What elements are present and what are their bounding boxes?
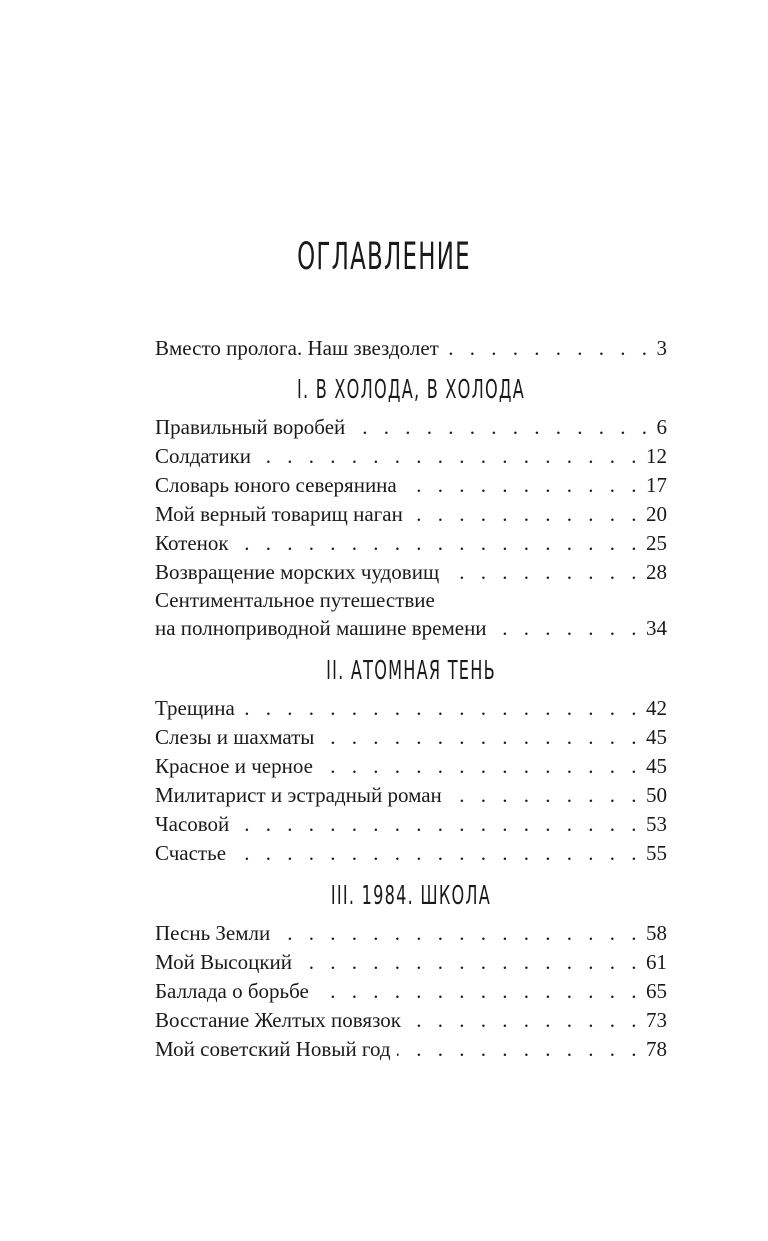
entry-page: 50 (646, 783, 667, 807)
entry-page: 45 (646, 725, 667, 749)
toc-entry-two-line[interactable] (155, 587, 667, 643)
entry-page: 55 (646, 841, 667, 865)
entry-page: 6 (656, 415, 667, 439)
dot-leader (397, 1035, 642, 1064)
toc-entry[interactable] (155, 752, 667, 781)
entry-title: Песнь Земли (155, 921, 271, 945)
entry-page: 53 (646, 812, 667, 836)
entry-page: 12 (646, 444, 667, 468)
dot-leader (232, 839, 642, 868)
entry-page: 65 (646, 979, 667, 1003)
dot-leader (257, 442, 642, 471)
toc-entry[interactable] (155, 839, 667, 868)
entry-title: Баллада о борьбе (155, 979, 309, 1003)
section-heading-3: III. 1984. ШКОЛА (330, 881, 492, 911)
dot-leader (403, 471, 642, 500)
section-heading-1: I. В ХОЛОДА, В ХОЛОДА (297, 375, 525, 405)
entry-title: Восстание Желтых повязок (155, 1008, 401, 1032)
toc-entry[interactable] (155, 442, 667, 471)
table-of-contents (155, 335, 667, 1064)
toc-entry[interactable] (155, 558, 667, 587)
toc-entry[interactable] (155, 781, 667, 810)
entry-title: Правильный воробей (155, 415, 346, 439)
dot-leader (448, 781, 642, 810)
toc-entry[interactable] (155, 529, 667, 558)
entry-page: 45 (646, 754, 667, 778)
dot-leader (315, 977, 642, 1006)
entry-title: Солдатики (155, 444, 252, 468)
entry-page: 25 (646, 531, 667, 555)
page-title: ОГЛАВЛЕНИЕ (297, 235, 471, 278)
entry-page: 58 (646, 921, 667, 945)
toc-entry[interactable] (155, 1035, 667, 1064)
toc-entry[interactable] (155, 977, 667, 1006)
entry-page: 20 (646, 502, 667, 526)
dot-leader (445, 558, 642, 587)
entry-page: 42 (646, 696, 667, 720)
entry-title: Мой верный товарищ наган (155, 502, 403, 526)
dot-leader (241, 694, 642, 723)
dot-leader (445, 335, 653, 362)
entry-title: Часовой (155, 812, 230, 836)
entry-page: 17 (646, 473, 667, 497)
toc-entry[interactable] (155, 919, 667, 948)
toc-entry[interactable] (155, 1006, 667, 1035)
entry-page: 78 (646, 1037, 667, 1061)
entry-title: Котенок (155, 531, 229, 555)
dot-leader (409, 500, 642, 529)
entry-title: Вместо пролога. Наш звездолет (155, 336, 439, 360)
dot-leader (320, 723, 642, 752)
dot-leader (298, 948, 642, 977)
entry-title: Трещина (155, 696, 235, 720)
toc-entry[interactable] (155, 948, 667, 977)
dot-leader (276, 919, 642, 948)
dot-leader (407, 1006, 642, 1035)
toc-entry-prologue[interactable] (155, 335, 667, 362)
entry-title: Счастье (155, 841, 227, 865)
entry-page: 28 (646, 560, 667, 584)
entry-page: 61 (646, 950, 667, 974)
dot-leader (235, 810, 642, 839)
dot-leader (319, 752, 642, 781)
entry-page: 73 (646, 1008, 667, 1032)
entry-page: 34 (646, 616, 667, 640)
entry-title: Мой советский Новый год (155, 1037, 391, 1061)
dot-leader (351, 413, 652, 442)
entry-title: Мой Высоцкий (155, 950, 292, 974)
entry-title: Возвращение морских чудовищ (155, 560, 440, 584)
entry-title: Слезы и шахматы (155, 725, 315, 749)
entry-title: на полноприводной машине времени (155, 616, 487, 640)
entry-title: Милитарист и эстрадный роман (155, 783, 442, 807)
entry-title: Красное и черное (155, 754, 313, 778)
dot-leader (493, 614, 642, 643)
entry-title-line1: Сентиментальное путешествие (155, 588, 435, 612)
toc-entry[interactable] (155, 723, 667, 752)
entry-title: Словарь юного северянина (155, 473, 397, 497)
toc-entry[interactable] (155, 694, 667, 723)
toc-entry[interactable] (155, 500, 667, 529)
section-heading-2: II. АТОМНАЯ ТЕНЬ (326, 656, 496, 686)
dot-leader (235, 529, 642, 558)
toc-entry[interactable] (155, 413, 667, 442)
entry-page: 3 (656, 336, 667, 360)
toc-entry[interactable] (155, 810, 667, 839)
toc-entry[interactable] (155, 471, 667, 500)
